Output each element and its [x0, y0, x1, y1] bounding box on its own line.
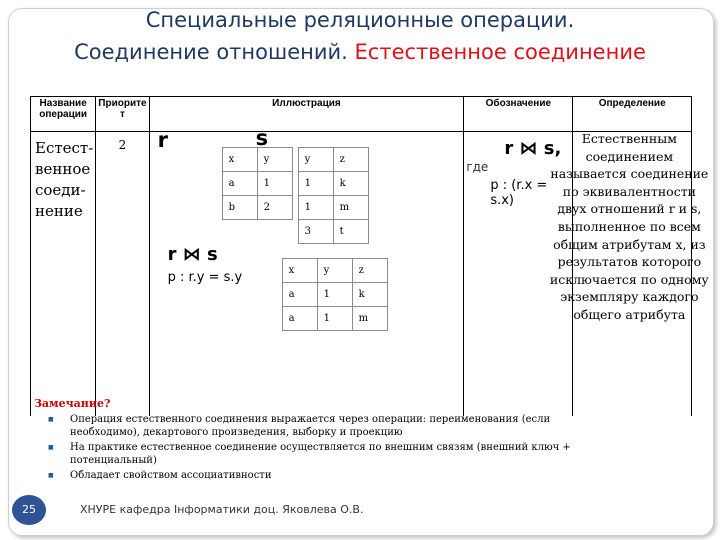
list-item: ■ Операция естественного соединения выражается через операции: переименования (если необходимо), декартового произведения, выборку и проекцию — [48, 414, 608, 439]
table-cell: a — [282, 307, 317, 331]
notes-list — [48, 414, 608, 486]
title-prefix: Соединение отношений. — [74, 40, 355, 64]
table-cell: x — [222, 148, 257, 172]
notation-where: где — [466, 160, 489, 174]
table-row — [222, 196, 292, 220]
footer-text: ХНУРЕ кафедра Інформатики доц. Яковлева О.В. — [80, 503, 364, 516]
table-cell: m — [352, 307, 387, 331]
table-row — [298, 220, 368, 244]
relation-r-label: r — [157, 128, 168, 152]
header-definition: Определение — [573, 97, 692, 132]
definition-cell — [549, 131, 709, 417]
illustration-cell — [149, 126, 464, 417]
table-row — [282, 283, 387, 307]
operation-name: Естест-венное соеди-нение — [31, 132, 96, 417]
table-row — [282, 259, 387, 283]
definition-text: Естественным соединением называется соединение по эквивалентности двух отношений r и s, выполненное по всем общим атрибутам x, из результатов которого исключается по одному экземпляру каждого общего атрибута — [549, 131, 709, 322]
title-highlight: Естественное соединение — [354, 40, 646, 64]
table-cell: 1 — [257, 172, 292, 196]
table-cell: y — [317, 259, 352, 283]
slide-title-line2 — [0, 40, 720, 64]
relation-s-label: s — [255, 126, 269, 150]
table-cell: 3 — [298, 220, 333, 244]
header-priority: Приорите т — [96, 97, 149, 132]
result-condition: p : r.y = s.y — [167, 270, 243, 285]
table-row — [222, 148, 292, 172]
notation-expression: r ⋈ s, — [504, 138, 562, 159]
header-illustration: Иллюстрация — [149, 97, 464, 132]
header-notation: Обозначение — [464, 97, 573, 132]
table-cell: k — [352, 283, 387, 307]
notes-title: Замечание? — [34, 397, 111, 410]
table-cell: b — [222, 196, 257, 220]
operations-table — [30, 96, 709, 416]
list-item: ■ На практике естественное соединение осуществляется по внешним связям (внешний ключ + потенциальный) — [48, 442, 608, 467]
result-label: r ⋈ s — [167, 244, 218, 265]
result-table — [282, 258, 388, 331]
table-cell: m — [333, 196, 368, 220]
operation-priority: 2 — [96, 132, 149, 417]
table-cell: z — [333, 148, 368, 172]
table-cell: 1 — [298, 172, 333, 196]
list-item: ■ Обладает свойством ассоциативности — [48, 470, 608, 483]
relation-r-table — [222, 147, 293, 220]
table-cell: k — [333, 172, 368, 196]
slide-title-line1: Специальные реляционные операции. — [145, 8, 575, 32]
header-name: Название операции — [31, 97, 96, 132]
table-cell: t — [333, 220, 368, 244]
table-row — [298, 196, 368, 220]
relation-s-table — [298, 147, 369, 244]
table-header-row — [31, 97, 692, 132]
table-cell: a — [222, 172, 257, 196]
table-cell: y — [257, 148, 292, 172]
table-cell: x — [282, 259, 317, 283]
table-row — [298, 148, 368, 172]
table-row — [222, 172, 292, 196]
page-number-badge: 25 — [12, 495, 46, 525]
table-row — [31, 132, 692, 417]
table-cell: 1 — [317, 307, 352, 331]
table-cell: 1 — [298, 196, 333, 220]
table-cell: y — [298, 148, 333, 172]
table-cell: z — [352, 259, 387, 283]
table-cell: 2 — [257, 196, 292, 220]
table-cell: 1 — [317, 283, 352, 307]
table-row — [298, 172, 368, 196]
notation-condition: p : (r.x = s.x) — [490, 178, 548, 208]
table-row — [282, 307, 387, 331]
table-cell: a — [282, 283, 317, 307]
